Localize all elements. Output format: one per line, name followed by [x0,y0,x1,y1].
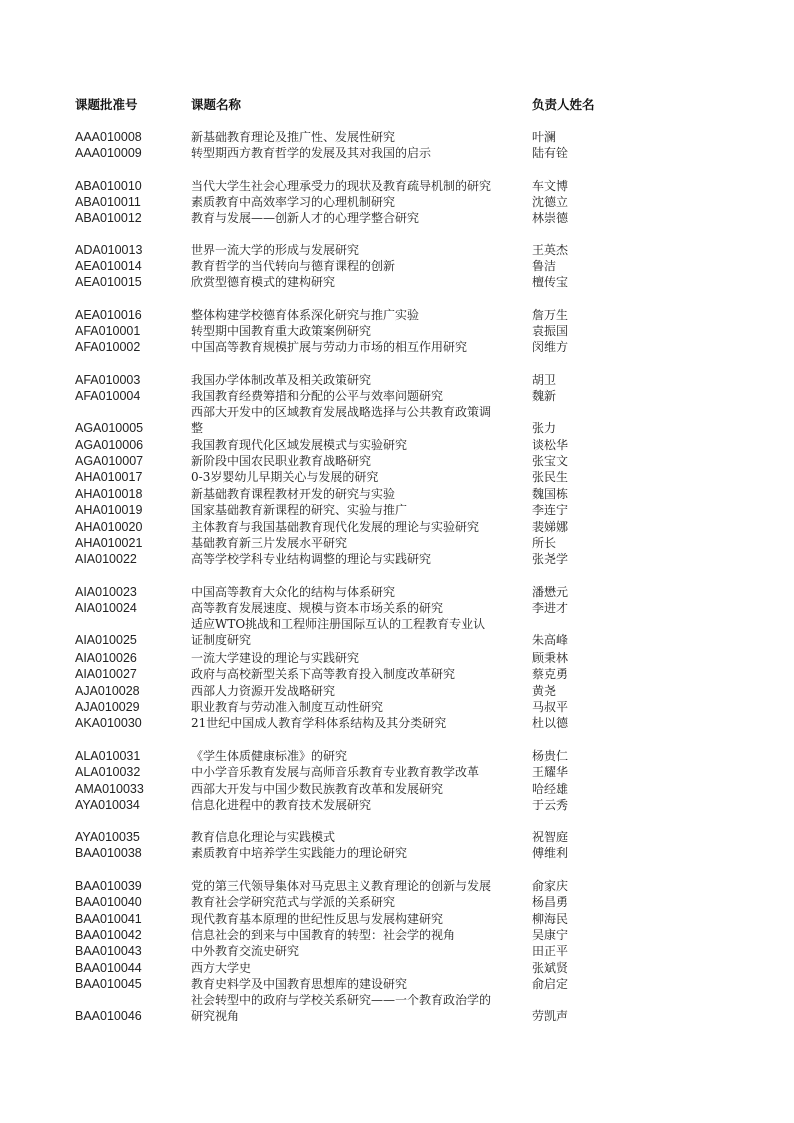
principal-name: 李连宁 [532,503,569,517]
project-title-continued: 证制度研究 [191,633,252,647]
project-title: 信息社会的到来与中国教育的转型：社会学的视角 [191,928,456,942]
project-id: AIA010025 [75,633,137,647]
principal-name: 叶澜 [532,130,557,144]
project-title: 西部大开发与中国少数民族教育改革和发展研究 [191,782,444,796]
project-id: BAA010043 [75,944,142,958]
project-id: BAA010044 [75,961,142,975]
table-row [0,650,794,666]
principal-name: 顾秉林 [532,651,569,665]
project-id: AEA010016 [75,308,142,322]
principal-name: 所长 [532,536,557,550]
table-row [0,274,794,290]
project-title: 中国高等教育规模扩展与劳动力市场的相互作用研究 [191,340,468,354]
principal-name: 张力 [532,421,557,435]
project-id: AHA010021 [75,536,143,550]
table-row [0,666,794,682]
table-row [0,699,794,715]
project-title: 西部大开发中的区域教育发展战略选择与公共教育政策调 [191,405,492,419]
principal-name: 张民生 [532,470,569,484]
project-title: 21世纪中国成人教育学科体系结构及其分类研究 [191,716,447,730]
table-row [0,845,794,861]
table-row [0,178,794,194]
table-row [0,339,794,355]
project-id: ABA010012 [75,211,142,225]
project-id: AIA010023 [75,585,137,599]
table-row [0,829,794,845]
table-row [0,242,794,258]
project-id: ADA010013 [75,243,143,257]
table-row [0,616,794,647]
principal-name: 黄尧 [532,684,557,698]
project-id: AIA010026 [75,651,137,665]
project-title: 素质教育中高效率学习的心理机制研究 [191,195,396,209]
principal-name: 陆有铨 [532,146,569,160]
table-row [0,502,794,518]
project-id: AFA010002 [75,340,141,354]
principal-name: 俞启定 [532,977,569,991]
principal-name: 王耀华 [532,765,569,779]
table-row [0,145,794,161]
project-id: ALA010031 [75,749,141,763]
table-row [0,943,794,959]
project-id: AHA010018 [75,487,143,501]
project-id: AFA010004 [75,389,141,403]
principal-name: 车文博 [532,179,569,193]
project-title: 西方大学史 [191,961,252,975]
principal-name: 张尧学 [532,552,569,566]
table-row [0,894,794,910]
principal-name: 胡卫 [532,373,557,387]
principal-name: 闵维方 [532,340,569,354]
project-id: AGA010006 [75,438,144,452]
project-title: 新基础教育理论及推广性、发展性研究 [191,130,396,144]
principal-name: 于云秀 [532,798,569,812]
project-title: 适应WTO挑战和工程师注册国际互认的工程教育专业认 [191,617,486,631]
project-title: 当代大学生社会心理承受力的现状及教育疏导机制的研究 [191,179,492,193]
table-row [0,781,794,797]
principal-name: 袁振国 [532,324,569,338]
principal-name: 谈松华 [532,438,569,452]
table-row [0,519,794,535]
principal-name: 檀传宝 [532,275,569,289]
table-row [0,911,794,927]
project-title: 中小学音乐教育发展与高师音乐教育专业教育教学改革 [191,765,480,779]
column-header-name: 负责人姓名 [532,97,595,112]
table-row [0,486,794,502]
table-row [0,976,794,992]
project-id: AIA010027 [75,667,137,681]
project-id: BAA010045 [75,977,142,991]
column-header-title: 课题名称 [191,97,242,112]
principal-name: 俞家庆 [532,879,569,893]
table-row [0,129,794,145]
project-title: 转型期西方教育哲学的发展及其对我国的启示 [191,146,432,160]
project-title-continued: 整 [191,421,204,435]
table-row [0,388,794,404]
project-title: 一流大学建设的理论与实践研究 [191,651,360,665]
project-id: AAA010008 [75,130,142,144]
project-id: AIA010022 [75,552,137,566]
project-id: BAA010038 [75,846,142,860]
project-title: 中国高等教育大众化的结构与体系研究 [191,585,396,599]
project-title: 国家基础教育新课程的研究、实验与推广 [191,503,408,517]
principal-name: 沈德立 [532,195,569,209]
project-id: BAA010046 [75,1009,142,1023]
table-row [0,372,794,388]
principal-name: 魏新 [532,389,557,403]
table-row [0,535,794,551]
principal-name: 柳海民 [532,912,569,926]
principal-name: 张斌贤 [532,961,569,975]
table-row [0,210,794,226]
project-title: 西部人力资源开发战略研究 [191,684,336,698]
project-id: BAA010042 [75,928,142,942]
project-title-continued: 研究视角 [191,1009,240,1023]
project-id: AFA010001 [75,324,141,338]
project-id: AMA010033 [75,782,144,796]
table-row [0,453,794,469]
principal-name: 张宝文 [532,454,569,468]
principal-name: 马叔平 [532,700,569,714]
table-row [0,764,794,780]
project-title: 世界一流大学的形成与发展研究 [191,243,360,257]
project-id: AYA010035 [75,830,140,844]
column-header-id: 课题批准号 [75,97,138,112]
principal-name: 潘懋元 [532,585,569,599]
project-title: 高等学校学科专业结构调整的理论与实践研究 [191,552,432,566]
project-title: 中外教育交流史研究 [191,944,300,958]
project-title: 党的第三代领导集体对马克思主义教育理论的创新与发展 [191,879,492,893]
project-title: 教育社会学研究范式与学派的关系研究 [191,895,396,909]
project-id: AEA010014 [75,259,142,273]
table-row [0,323,794,339]
table-row [0,437,794,453]
project-title: 教育哲学的当代转向与德育课程的创新 [191,259,396,273]
table-row [0,797,794,813]
project-title: 社会转型中的政府与学校关系研究——一个教育政治学的 [191,993,492,1007]
principal-name: 鲁洁 [532,259,557,273]
project-title: 高等教育发展速度、规模与资本市场关系的研究 [191,601,444,615]
project-id: ABA010011 [75,195,141,209]
project-id: AJA010028 [75,684,140,698]
principal-name: 劳凯声 [532,1009,569,1023]
principal-name: 王英杰 [532,243,569,257]
project-title: 《学生体质健康标准》的研究 [191,749,348,763]
principal-name: 魏国栋 [532,487,569,501]
project-id: AAA010009 [75,146,142,160]
project-id: AFA010003 [75,373,141,387]
project-id: AJA010029 [75,700,140,714]
table-row [0,927,794,943]
project-title: 现代教育基本原理的世纪性反思与发展构建研究 [191,912,444,926]
principal-name: 吴康宁 [532,928,569,942]
table-row [0,469,794,485]
project-title: 我国教育现代化区域发展模式与实验研究 [191,438,408,452]
principal-name: 杨贵仁 [532,749,569,763]
project-id: AGA010005 [75,421,144,435]
table-row [0,258,794,274]
project-id: AYA010034 [75,798,140,812]
principal-name: 林崇德 [532,211,569,225]
project-id: AIA010024 [75,601,137,615]
table-row [0,194,794,210]
project-id: BAA010039 [75,879,142,893]
project-id: AKA010030 [75,716,142,730]
project-title: 欣赏型德育模式的建构研究 [191,275,336,289]
table-row [0,878,794,894]
project-title: 基础教育新三片发展水平研究 [191,536,348,550]
project-id: AHA010020 [75,520,143,534]
project-id: AHA010019 [75,503,143,517]
project-title: 0-3岁婴幼儿早期关心与发展的研究 [191,470,379,484]
project-id: AGA010007 [75,454,144,468]
table-row [0,683,794,699]
principal-name: 田正平 [532,944,569,958]
project-id: ALA010032 [75,765,141,779]
principal-name: 李进才 [532,601,569,615]
project-title: 素质教育中培养学生实践能力的理论研究 [191,846,408,860]
principal-name: 哈经雄 [532,782,569,796]
principal-name: 裴娣娜 [532,520,569,534]
project-id: BAA010040 [75,895,142,909]
project-title: 教育史料学及中国教育思想库的建设研究 [191,977,408,991]
table-row [0,584,794,600]
principal-name: 傅维利 [532,846,569,860]
principal-name: 詹万生 [532,308,569,322]
project-title: 政府与高校新型关系下高等教育投入制度改革研究 [191,667,456,681]
project-title: 转型期中国教育重大政策案例研究 [191,324,372,338]
table-row [0,715,794,731]
principal-name: 杜以德 [532,716,569,730]
principal-name: 杨昌勇 [532,895,569,909]
header-row [0,97,794,113]
project-title: 新基础教育课程教材开发的研究与实验 [191,487,396,501]
table-row [0,551,794,567]
project-title: 教育信息化理论与实践模式 [191,830,336,844]
table-row [0,404,794,435]
table-row [0,992,794,1023]
table-row [0,600,794,616]
project-id: AEA010015 [75,275,142,289]
table-row [0,960,794,976]
principal-name: 蔡克勇 [532,667,569,681]
project-title: 主体教育与我国基础教育现代化发展的理论与实验研究 [191,520,480,534]
table-row [0,307,794,323]
project-title: 我国教育经费筹措和分配的公平与效率问题研究 [191,389,444,403]
project-id: AHA010017 [75,470,143,484]
project-title: 整体构建学校德育体系深化研究与推广实验 [191,308,420,322]
project-title: 信息化进程中的教育技术发展研究 [191,798,372,812]
table-row [0,748,794,764]
project-title: 新阶段中国农民职业教育战略研究 [191,454,372,468]
project-id: ABA010010 [75,179,142,193]
principal-name: 朱高峰 [532,633,569,647]
project-title: 职业教育与劳动准入制度互动性研究 [191,700,384,714]
project-title: 我国办学体制改革及相关政策研究 [191,373,372,387]
project-title: 教育与发展——创新人才的心理学整合研究 [191,211,420,225]
project-id: BAA010041 [75,912,142,926]
principal-name: 祝智庭 [532,830,569,844]
